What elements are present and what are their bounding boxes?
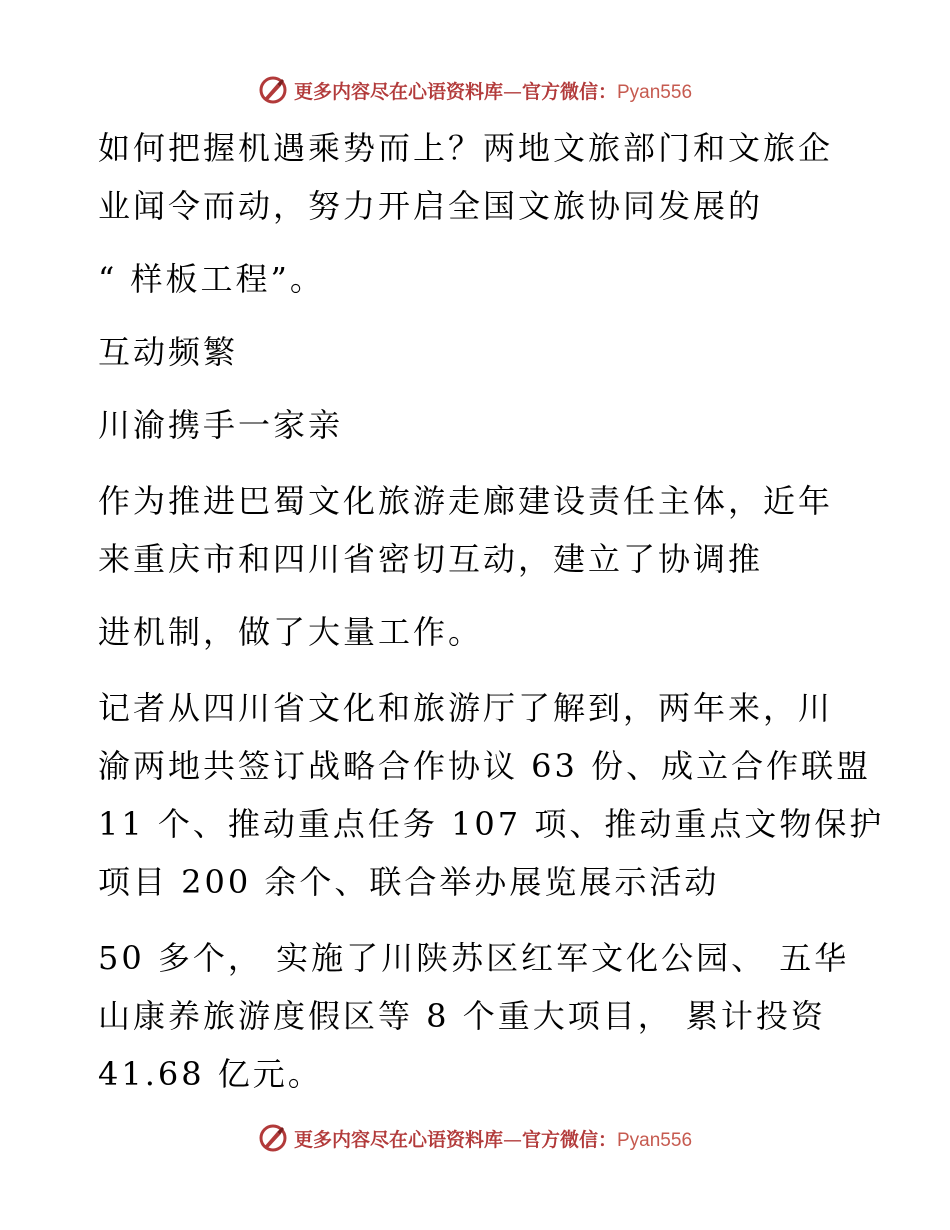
watermark-text bbox=[294, 77, 692, 104]
paragraph-line: 渝两地共签订战略合作协议 63 份、成立合作联盟 bbox=[98, 747, 872, 785]
watermark-separator: — bbox=[502, 80, 522, 103]
paragraph-line: 山康养旅游度假区等 8 个重大项目， 累计投资 bbox=[98, 997, 826, 1035]
paragraph-line: 11 个、推动重点任务 107 项、推动重点文物保护 bbox=[98, 805, 885, 843]
watermark-account: Pyan556 bbox=[617, 1129, 693, 1151]
watermark-text bbox=[294, 1125, 692, 1152]
paragraph-line: 业闻令而动，努力开启全国文旅协同发展的 bbox=[98, 187, 764, 225]
watermark-label: 官方微信： bbox=[521, 1128, 617, 1151]
header-watermark bbox=[0, 70, 950, 110]
section-heading: 互动频繁 bbox=[98, 333, 239, 371]
paragraph-line: 50 多个， 实施了川陕苏区红军文化公园、 五华 bbox=[98, 939, 850, 977]
paragraph-line: “ 样板工程”。 bbox=[98, 260, 325, 298]
watermark-separator: — bbox=[502, 1128, 522, 1151]
watermark-label: 官方微信： bbox=[521, 80, 617, 103]
paragraph-line: 来重庆市和四川省密切互动，建立了协调推 bbox=[98, 540, 764, 578]
paragraph-line: 项目 200 余个、联合举办展览展示活动 bbox=[98, 863, 720, 901]
pen-nib-circle-icon bbox=[258, 1123, 288, 1153]
paragraph-line: 如何把握机遇乘势而上？两地文旅部门和文旅企 bbox=[98, 129, 834, 167]
paragraph-line: 作为推进巴蜀文化旅游走廊建设责任主体，近年 bbox=[98, 482, 834, 520]
paragraph-line: 进机制，做了大量工作。 bbox=[98, 613, 484, 651]
pen-nib-circle-icon bbox=[258, 75, 288, 105]
paragraph-line: 记者从四川省文化和旅游厅了解到，两年来，川 bbox=[98, 689, 834, 727]
paragraph-line: 41.68 亿元。 bbox=[98, 1055, 323, 1093]
watermark-site-name: 更多内容尽在心语资料库 bbox=[293, 80, 503, 103]
watermark-site-name: 更多内容尽在心语资料库 bbox=[293, 1128, 503, 1151]
watermark-account: Pyan556 bbox=[617, 81, 693, 103]
section-subheading: 川渝携手一家亲 bbox=[98, 406, 344, 444]
footer-watermark bbox=[0, 1118, 950, 1158]
